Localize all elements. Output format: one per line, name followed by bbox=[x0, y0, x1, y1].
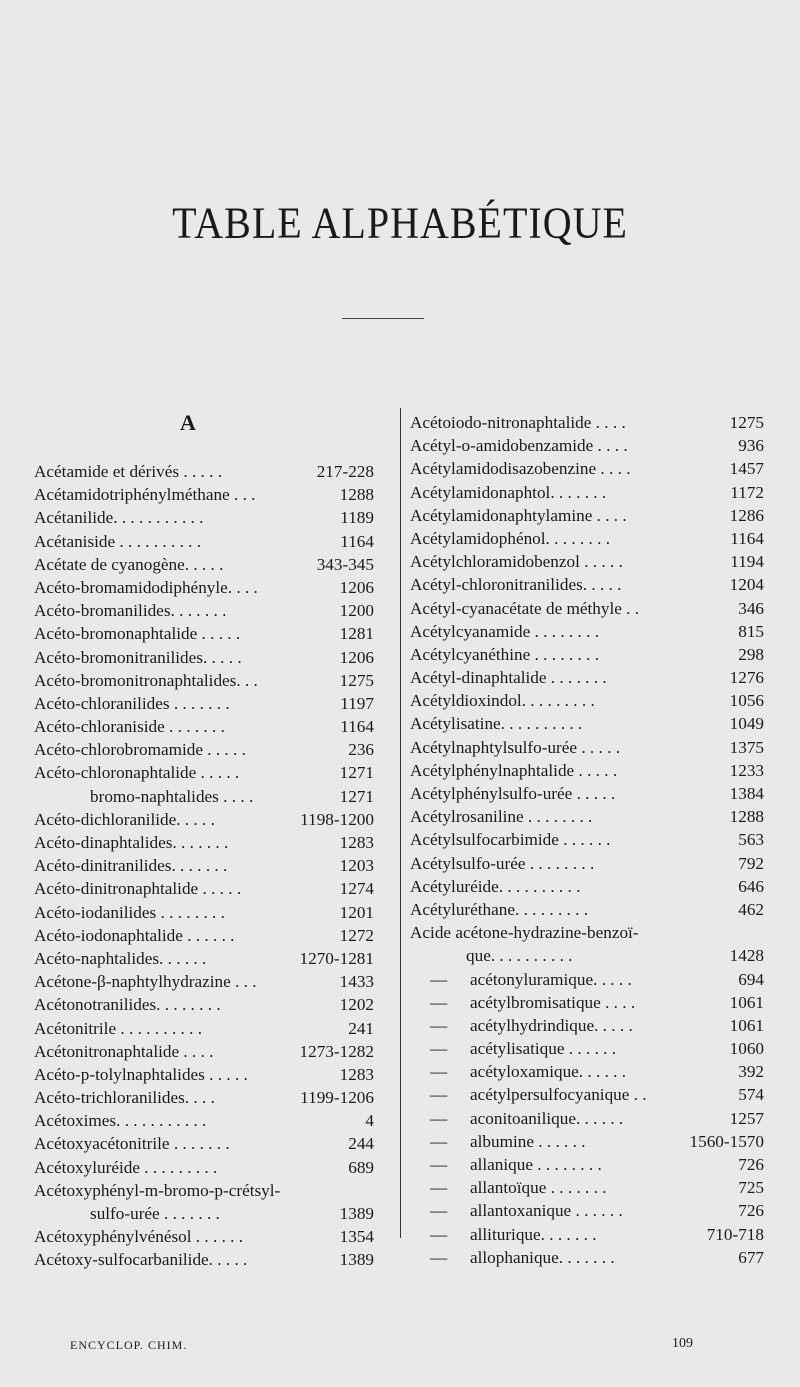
entry-name: Acéto-chloronaphtalide . . . . . bbox=[34, 763, 240, 783]
index-entry bbox=[410, 597, 764, 620]
entry-name: acétyloxamique. . . . . . bbox=[470, 1062, 627, 1082]
entry-pages: 1288 bbox=[339, 485, 374, 505]
footer-signature: ENCYCLOP. CHIM. bbox=[70, 1338, 188, 1352]
entry-name: Acétamidotriphénylméthane . . . bbox=[34, 485, 256, 505]
entry-pages: 1164 bbox=[340, 531, 374, 551]
index-entry bbox=[34, 576, 374, 599]
entry-pages: 1233 bbox=[729, 760, 764, 780]
entry-name: Acéto-p-tolylnaphtalides . . . . . bbox=[34, 1064, 248, 1084]
index-entry bbox=[410, 944, 764, 967]
entry-name: Acétylamidophénol. . . . . . . . bbox=[410, 528, 611, 548]
entry-pages: 815 bbox=[738, 621, 764, 641]
entry-name: Acétoxyluréide . . . . . . . . . bbox=[34, 1157, 218, 1177]
entry-pages: 1270-1281 bbox=[299, 948, 374, 968]
index-entry bbox=[410, 643, 764, 666]
entry-name: Acéto-bromonaphtalide . . . . . bbox=[34, 624, 241, 644]
index-entry bbox=[410, 991, 764, 1014]
entry-pages: 1172 bbox=[730, 482, 764, 502]
entry-pages: 1272 bbox=[339, 925, 374, 945]
entry-pages: 1056 bbox=[729, 691, 764, 711]
entry-pages: 1257 bbox=[729, 1108, 764, 1128]
entry-name: albumine . . . . . . bbox=[470, 1131, 586, 1151]
entry-pages: 1060 bbox=[729, 1039, 764, 1059]
entry-pages: 1164 bbox=[730, 528, 764, 548]
entry-name: sulfo-urée . . . . . . . bbox=[90, 1204, 220, 1223]
index-entry bbox=[410, 1153, 764, 1176]
entry-pages: 1189 bbox=[340, 508, 374, 528]
entry-name: Acétyluréide. . . . . . . . . . bbox=[410, 876, 581, 896]
entry-name: allanique . . . . . . . . bbox=[470, 1155, 602, 1174]
ditto-dash: — bbox=[430, 1039, 448, 1059]
ditto-dash: — bbox=[430, 1178, 448, 1198]
entry-name: Acétylsulfocarbimide . . . . . . bbox=[410, 830, 611, 850]
entry-pages: 646 bbox=[738, 876, 764, 896]
ditto-dash: — bbox=[430, 1224, 448, 1244]
index-entry bbox=[410, 1107, 764, 1130]
entry-pages: 1271 bbox=[339, 786, 374, 806]
column-divider bbox=[400, 408, 401, 1238]
index-entry bbox=[410, 875, 764, 898]
index-entry bbox=[410, 666, 764, 689]
index-entry bbox=[34, 738, 374, 761]
index-entry bbox=[34, 599, 374, 622]
index-entry bbox=[34, 506, 374, 529]
index-entry bbox=[34, 1109, 374, 1132]
entry-name: Acétylnaphtylsulfo-urée . . . . . bbox=[410, 737, 621, 757]
entry-pages: 1384 bbox=[729, 784, 764, 803]
entry-pages: 462 bbox=[738, 899, 764, 919]
entry-pages: 1354 bbox=[339, 1227, 374, 1247]
entry-name: Acétyldioxindol. . . . . . . . . bbox=[410, 691, 595, 711]
entry-name: Acétyl-chloronitranilides. . . . . bbox=[410, 575, 622, 595]
index-entry bbox=[34, 970, 374, 993]
index-entry bbox=[410, 1176, 764, 1199]
entry-name: allantoïque . . . . . . . bbox=[470, 1178, 607, 1198]
index-entry bbox=[410, 828, 764, 851]
entry-pages: 298 bbox=[738, 644, 764, 664]
entry-name: Acétonotranilides. . . . . . . . bbox=[34, 995, 221, 1015]
index-entry bbox=[34, 1248, 374, 1271]
index-entry bbox=[410, 712, 764, 735]
entry-pages: 346 bbox=[738, 598, 764, 618]
ditto-dash: — bbox=[430, 969, 448, 989]
index-entry bbox=[34, 1156, 374, 1179]
entry-pages: 1198-1200 bbox=[300, 809, 374, 829]
index-entry bbox=[34, 877, 374, 900]
index-entry bbox=[410, 805, 764, 828]
index-entry bbox=[410, 411, 764, 434]
index-entry bbox=[410, 1037, 764, 1060]
entry-pages: 1428 bbox=[729, 946, 764, 966]
entry-name: alliturique. . . . . . . bbox=[470, 1224, 597, 1244]
index-entry bbox=[34, 1225, 374, 1248]
entry-name: Acétanilide. . . . . . . . . . . bbox=[34, 508, 204, 528]
entry-pages: 1061 bbox=[729, 992, 764, 1012]
entry-name: Acéto-chloraniside . . . . . . . bbox=[34, 717, 225, 737]
entry-pages: 1199-1206 bbox=[300, 1088, 374, 1108]
entry-name: Acétoxyphénylvénésol . . . . . . bbox=[34, 1227, 244, 1247]
entry-name: aconitoanilique. . . . . . bbox=[470, 1108, 624, 1128]
index-entry bbox=[34, 553, 374, 576]
index-entry bbox=[34, 715, 374, 738]
entry-name: Acétylphénylsulfo-urée . . . . . bbox=[410, 784, 616, 803]
ditto-dash: — bbox=[430, 1085, 448, 1105]
ditto-dash: — bbox=[430, 1062, 448, 1082]
entry-pages: 725 bbox=[738, 1178, 764, 1198]
index-entry bbox=[410, 1014, 764, 1037]
index-entry bbox=[410, 434, 764, 457]
index-entry bbox=[410, 550, 764, 573]
entry-pages: 241 bbox=[348, 1018, 374, 1038]
entry-name: Acéto-dichloranilide. . . . . bbox=[34, 809, 215, 829]
entry-pages: 1206 bbox=[339, 647, 374, 667]
entry-name: Acétyl-o-amidobenzamide . . . . bbox=[410, 436, 628, 456]
index-entry bbox=[34, 785, 374, 808]
entry-pages: 1283 bbox=[339, 833, 374, 852]
index-entry bbox=[410, 782, 764, 805]
entry-pages: 1061 bbox=[729, 1015, 764, 1035]
entry-name: Acétoxy-sulfocarbanilide. . . . . bbox=[34, 1250, 248, 1270]
entry-pages: 1286 bbox=[729, 505, 764, 525]
entry-name: Acéto-bromamidodiphényle. . . . bbox=[34, 577, 258, 597]
entry-pages: 689 bbox=[348, 1157, 374, 1177]
entry-name: Acétylamidodisazobenzine . . . . bbox=[410, 459, 631, 479]
index-entry bbox=[34, 1063, 374, 1086]
index-entry bbox=[410, 852, 764, 875]
entry-pages: 563 bbox=[738, 830, 764, 850]
entry-name: Acétylcyanamide . . . . . . . . bbox=[410, 621, 600, 641]
index-entry bbox=[410, 759, 764, 782]
index-entry bbox=[34, 924, 374, 947]
entry-name: acétylisatique . . . . . . bbox=[470, 1039, 617, 1059]
entry-pages: 343-345 bbox=[316, 554, 374, 574]
entry-name: Acéto-chloranilides . . . . . . . bbox=[34, 693, 230, 713]
index-column-left bbox=[34, 460, 374, 1272]
index-column-right bbox=[410, 411, 764, 1269]
page-title: TABLE ALPHABÉTIQUE bbox=[172, 197, 628, 248]
entry-pages: 574 bbox=[738, 1085, 764, 1105]
index-entry bbox=[410, 457, 764, 480]
entry-pages: 1389 bbox=[339, 1250, 374, 1270]
ditto-dash: — bbox=[430, 1155, 448, 1174]
entry-pages: 694 bbox=[738, 969, 764, 989]
entry-name: Acéto-dinitranilides. . . . . . . bbox=[34, 856, 228, 876]
index-entry bbox=[34, 831, 374, 854]
index-entry bbox=[410, 573, 764, 596]
entry-name: Acétyl-dinaphtalide . . . . . . . bbox=[410, 668, 607, 688]
index-entry bbox=[34, 669, 374, 692]
entry-name: Acéto-bromanilides. . . . . . . bbox=[34, 601, 227, 621]
entry-name: Acéto-naphtalides. . . . . . bbox=[34, 948, 207, 968]
ditto-dash: — bbox=[430, 1131, 448, 1151]
entry-pages: 936 bbox=[738, 436, 764, 456]
entry-name: Acéto-iodanilides . . . . . . . . bbox=[34, 902, 225, 922]
index-entry bbox=[34, 761, 374, 784]
entry-pages: 1281 bbox=[339, 624, 374, 644]
entry-pages: 1433 bbox=[339, 972, 374, 992]
entry-name: acétylpersulfocyanique . . bbox=[470, 1085, 647, 1105]
index-entry bbox=[34, 901, 374, 924]
title-rule bbox=[342, 318, 424, 319]
entry-pages: 236 bbox=[348, 740, 374, 760]
index-entry bbox=[34, 808, 374, 831]
entry-name: Acétonitrile . . . . . . . . . . bbox=[34, 1018, 203, 1038]
entry-name: acétylbromisatique . . . . bbox=[470, 992, 636, 1012]
entry-name: Acétylamidonaphtol. . . . . . . bbox=[410, 482, 607, 502]
entry-pages: 1389 bbox=[339, 1204, 374, 1223]
entry-pages: 1204 bbox=[729, 575, 764, 595]
entry-name: Acétate de cyanogène. . . . . bbox=[34, 554, 224, 574]
entry-pages: 1049 bbox=[729, 714, 764, 734]
entry-name: Acéto-dinitronaphtalide . . . . . bbox=[34, 879, 242, 899]
entry-pages: 792 bbox=[738, 853, 764, 873]
entry-name: Acétylsulfo-urée . . . . . . . . bbox=[410, 853, 595, 873]
index-entry bbox=[410, 620, 764, 643]
index-entry bbox=[34, 530, 374, 553]
entry-pages: 1194 bbox=[730, 552, 764, 572]
entry-pages: 1200 bbox=[339, 601, 374, 621]
entry-pages: 1275 bbox=[729, 413, 764, 432]
entry-pages: 1203 bbox=[339, 856, 374, 876]
index-entry bbox=[410, 1246, 764, 1269]
section-letter: A bbox=[180, 410, 196, 435]
entry-pages: 1271 bbox=[339, 763, 374, 783]
entry-name: Acétyl-cyanacétate de méthyle . . bbox=[410, 598, 640, 618]
ditto-dash: — bbox=[430, 1247, 448, 1267]
entry-pages: 1206 bbox=[339, 577, 374, 597]
ditto-dash: — bbox=[430, 992, 448, 1012]
entry-name: Acétylisatine. . . . . . . . . . bbox=[410, 714, 583, 734]
index-entry bbox=[410, 898, 764, 921]
entry-name: Acétoxyacétonitrile . . . . . . . bbox=[34, 1134, 230, 1154]
entry-name: Acétylamidonaphtylamine . . . . bbox=[410, 505, 627, 525]
index-entry bbox=[410, 968, 764, 991]
entry-pages: 726 bbox=[738, 1201, 764, 1221]
entry-name: Acéto-bromonitranilides. . . . . bbox=[34, 647, 242, 667]
entry-name: Acétonitronaphtalide . . . . bbox=[34, 1041, 214, 1061]
index-entry bbox=[34, 622, 374, 645]
index-entry bbox=[410, 504, 764, 527]
entry-name: Acétylrosaniline . . . . . . . . bbox=[410, 807, 593, 827]
entry-pages: 1275 bbox=[339, 670, 374, 690]
index-entry bbox=[34, 483, 374, 506]
index-entry bbox=[410, 1223, 764, 1246]
index-entry bbox=[34, 692, 374, 715]
entry-pages: 1164 bbox=[340, 717, 374, 737]
entry-name: Acétoxyphényl-m-bromo-p-crétsyl- bbox=[34, 1180, 281, 1200]
index-entry bbox=[410, 1199, 764, 1222]
index-entry bbox=[34, 646, 374, 669]
index-entry bbox=[34, 1202, 374, 1225]
entry-name: Acide acétone-hydrazine-benzoï- bbox=[410, 923, 639, 943]
entry-pages: 1273-1282 bbox=[299, 1041, 374, 1061]
index-entry bbox=[410, 1083, 764, 1106]
index-entry bbox=[34, 854, 374, 877]
entry-pages: 217-228 bbox=[316, 462, 374, 481]
entry-name: Acétylphénylnaphtalide . . . . . bbox=[410, 760, 618, 780]
entry-name: Acétoximes. . . . . . . . . . . bbox=[34, 1111, 207, 1131]
ditto-dash: — bbox=[430, 1201, 448, 1221]
index-entry bbox=[34, 947, 374, 970]
entry-pages: 1288 bbox=[729, 807, 764, 827]
index-entry bbox=[34, 1040, 374, 1063]
index-entry bbox=[410, 481, 764, 504]
entry-name: Acétone-β-naphtylhydrazine . . . bbox=[34, 972, 257, 992]
entry-name: allantoxanique . . . . . . bbox=[470, 1201, 623, 1221]
index-entry bbox=[410, 1130, 764, 1153]
ditto-dash: — bbox=[430, 1015, 448, 1035]
entry-name: Acéto-trichloranilides. . . . bbox=[34, 1088, 215, 1108]
entry-name: allophanique. . . . . . . bbox=[470, 1247, 615, 1267]
index-entry bbox=[410, 1060, 764, 1083]
entry-name: Acétoiodo-nitronaphtalide . . . . bbox=[410, 413, 626, 432]
entry-pages: 4 bbox=[365, 1111, 374, 1131]
index-entry bbox=[34, 1179, 374, 1202]
entry-name: que. . . . . . . . . . bbox=[466, 946, 573, 966]
entry-pages: 726 bbox=[738, 1155, 764, 1174]
entry-pages: 1274 bbox=[339, 879, 374, 899]
entry-pages: 244 bbox=[348, 1134, 374, 1154]
entry-pages: 392 bbox=[738, 1062, 764, 1082]
index-entry bbox=[34, 1132, 374, 1155]
index-entry bbox=[34, 993, 374, 1016]
entry-name: acétylhydrindique. . . . . bbox=[470, 1015, 633, 1035]
entry-pages: 1283 bbox=[339, 1064, 374, 1084]
page-number: 109 bbox=[672, 1336, 693, 1351]
entry-name: Acétaniside . . . . . . . . . . bbox=[34, 531, 202, 551]
index-entry bbox=[34, 460, 374, 483]
entry-name: bromo-naphtalides . . . . bbox=[90, 786, 254, 806]
entry-pages: 1457 bbox=[729, 459, 764, 479]
index-entry bbox=[410, 921, 764, 944]
entry-pages: 677 bbox=[738, 1247, 764, 1267]
entry-name: Acéto-chlorobromamide . . . . . bbox=[34, 740, 246, 760]
entry-name: Acétylcyanéthine . . . . . . . . bbox=[410, 644, 600, 664]
entry-name: Acéto-bromonitronaphtalides. . . bbox=[34, 670, 258, 690]
entry-pages: 1560-1570 bbox=[689, 1131, 764, 1151]
entry-name: Acéto-iodonaphtalide . . . . . . bbox=[34, 925, 235, 945]
index-entry bbox=[410, 527, 764, 550]
entry-pages: 1201 bbox=[339, 902, 374, 922]
entry-pages: 710-718 bbox=[706, 1224, 764, 1244]
index-entry bbox=[410, 689, 764, 712]
index-entry bbox=[34, 1017, 374, 1040]
index-entry bbox=[410, 736, 764, 759]
entry-name: Acétamide et dérivés . . . . . bbox=[34, 462, 223, 481]
entry-pages: 1197 bbox=[340, 693, 374, 713]
entry-pages: 1375 bbox=[729, 737, 764, 757]
entry-name: Acétyluréthane. . . . . . . . . bbox=[410, 899, 589, 919]
entry-pages: 1276 bbox=[729, 668, 764, 688]
entry-name: Acéto-dinaphtalides. . . . . . . bbox=[34, 833, 229, 852]
entry-name: Acétylchloramidobenzol . . . . . bbox=[410, 552, 623, 572]
entry-name: acétonyluramique. . . . . bbox=[470, 969, 632, 989]
index-entry bbox=[34, 1086, 374, 1109]
ditto-dash: — bbox=[430, 1108, 448, 1128]
entry-pages: 1202 bbox=[339, 995, 374, 1015]
